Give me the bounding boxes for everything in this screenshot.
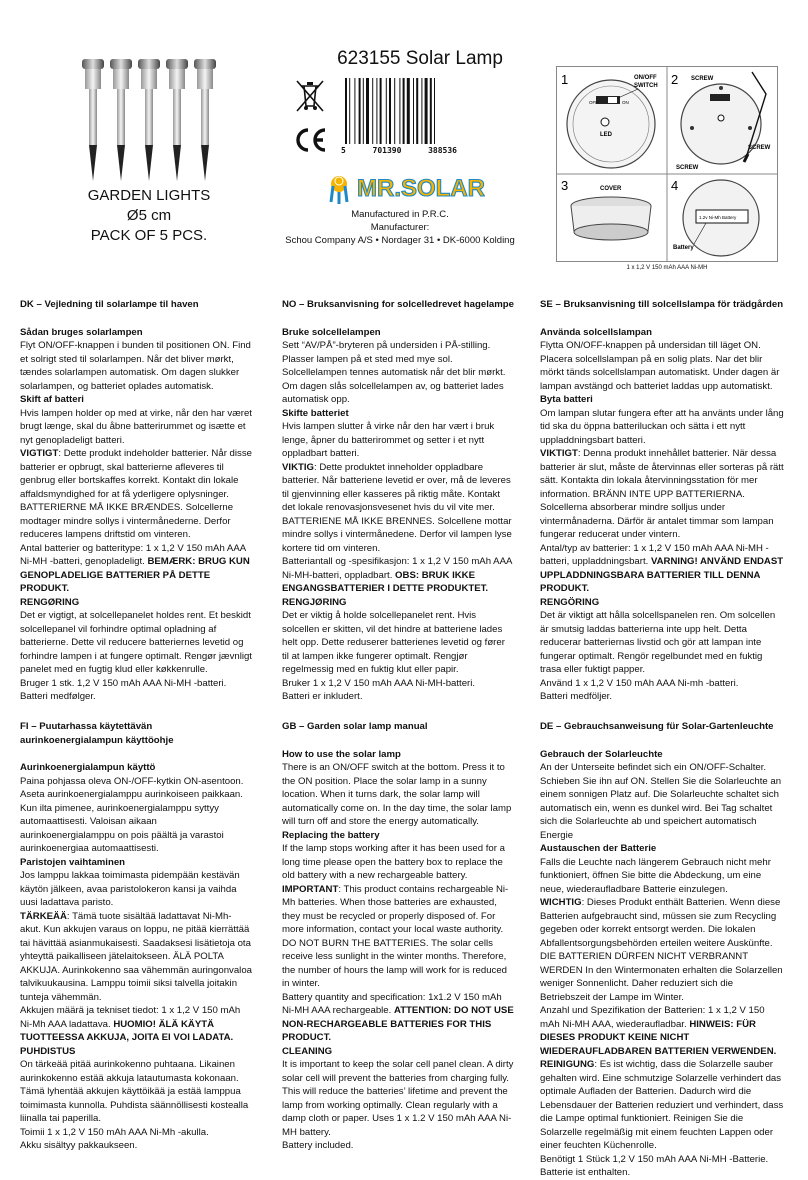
screw-label-left: SCREW bbox=[676, 165, 699, 171]
manufacturer-address: Schou Company A/S • Nordager 31 • DK-6000 Kolding bbox=[285, 235, 515, 246]
column-de bbox=[540, 720, 784, 1180]
barcode-digit-group: 5 bbox=[341, 146, 346, 155]
important-label: VIKTIGT bbox=[540, 448, 578, 459]
subheading: Replacing the battery bbox=[282, 829, 380, 841]
paragraph: Om lampan slutar fungera efter att ha använts under lång tid ska du öppna batteriluckan och sätta i ett nytt uppladdningsbart batteri. bbox=[540, 407, 784, 446]
cover-label: COVER bbox=[600, 186, 622, 192]
paragraph: Batterie ist enthalten. bbox=[540, 1167, 631, 1178]
battery-spec: Akkujen määrä ja tekniset tiedot: 1 x 1,2 V 150 mAh Ni-Mh AAA ladattava. bbox=[20, 1005, 241, 1030]
battery-warning: HINWEIS: FÜR DIESES PRODUKT KEINE NICHT WIEDERAUFLADBAREN BATTERIEN VERWENDEN. bbox=[540, 1018, 777, 1057]
led-label: LED bbox=[600, 132, 612, 138]
pack-line: PACK OF 5 PCS. bbox=[90, 227, 208, 244]
barcode-digits bbox=[341, 146, 457, 155]
paragraph bbox=[282, 991, 514, 1045]
paragraph: It is important to keep the solar cell panel clean. A dirty solar cell will prevent the batteries from charging fully. This will reduce the batteries’ lifetime and prevent the lamp from working optimally. Clean regularly with a damp cloth or paper. Uses 1 x 1.2 V 150 mAh AAA Ni-MH battery. bbox=[282, 1059, 514, 1138]
section-header: SE – Bruksanvisning till solcellslampa för trädgården bbox=[540, 299, 784, 310]
product-title: 623155 Solar Lamp bbox=[337, 48, 503, 69]
battery-spec: Batteriantall og -spesifikasjon: 1 x 1,2 V 150 mAh AAA Ni-MH-batteri, oppladbart. bbox=[282, 556, 512, 581]
panel-number: 2 bbox=[671, 72, 679, 87]
paragraph: Hvis lampen holder op med at virke, når den har været brugt længe, skal du åbne batterirummet og isætte et nyt genopladeligt batteri. bbox=[20, 407, 252, 446]
paragraph bbox=[540, 1058, 784, 1153]
column-dk bbox=[20, 298, 252, 704]
panel-number: 4 bbox=[671, 178, 679, 193]
battery-spec: Antal/typ av batterier: 1 x 1,2 V 150 mAh AAA Ni-MH -batteri, uppladdningsbart. bbox=[540, 542, 769, 567]
subheading: Paristojen vaihtaminen bbox=[20, 856, 126, 868]
important-text: : Dette produkt indeholder batterier. Når disse batterier er opbrugt, skal batterierne afleveres til genbrug eller bortskaffes korrekt. Kontakt din lokale affaldsmyndighed for at få yderligere oplysninger. BATTERIERNE MÅ IKKE BRÆNDES. Solcellerne modtager mindre sollys i vintermånederne. Derfor reduceres lampens driftstid om vinteren. bbox=[20, 448, 252, 540]
paragraph: Falls die Leuchte nach längerem Gebrauch nicht mehr funktioniert, öffnen Sie bitte die Abdeckung, um eine neue, wiederaufladbare Batterie einzulegen. bbox=[540, 856, 771, 895]
subheading: Gebrauch der Solarleuchte bbox=[540, 748, 663, 760]
section-header: DE – Gebrauchsanweisung für Solar-Gartenleuchte bbox=[540, 721, 774, 732]
garden-lamps-image bbox=[80, 55, 218, 185]
paragraph bbox=[540, 542, 784, 596]
paragraph: Flytta ON/OFF-knappen på undersidan till läget ON. Placera solcellslampan på en solig plats. Nar det blir mörkt tänds solcellslampan automatiskt. Under dagen är lampan avstängd och batteriet laddas upp automatiskt. bbox=[540, 340, 780, 392]
subheading: Austauschen der Batterie bbox=[540, 843, 657, 854]
paragraph bbox=[540, 447, 784, 542]
subheading: RENGÖRING bbox=[540, 596, 600, 608]
paragraph: Hvis lampen slutter å virke når den har vært i bruk lenge, åpner du batterirommet og setter i et nytt oppladbart batteri. bbox=[282, 421, 495, 459]
cleaning-text: : Es ist wichtig, dass die Solarzelle sauber gehalten wird. Eine schmutzige Solarzelle verhindert das optimale Aufladen der Batterien. Dadurch wird die Lebensdauer der Batterien reduziert und verhindert, dass die Lampe optimal funktioniert. Reinigen Sie die Solarzelle regelmäßig mit einem feuchten Lappen oder einer feuchten Küchenrolle. bbox=[540, 1059, 784, 1151]
paragraph bbox=[282, 883, 514, 991]
column-gb bbox=[282, 720, 514, 1153]
garden-lights-text bbox=[70, 186, 228, 246]
on-label: ON bbox=[622, 100, 629, 105]
battery-spec: Antal batterier og batteritype: 1 x 1,2 V 150 mAh AAA Ni-MH -batteri, genopladeligt. bbox=[20, 542, 246, 567]
cleaning-label: REINIGUNG bbox=[540, 1059, 595, 1070]
paragraph: Det er viktig å holde solcellepanelet rent. Hvis solcellen er skitten, vil det hindre at batteriene lades helt opp. Dette reduserer batterienes levetid og fører til at lampen ikke fungerer optimalt. Rengjør regelmessig med en fuktig klut eller papir. bbox=[282, 610, 505, 675]
subheading: PUHDISTUS bbox=[20, 1045, 76, 1057]
subheading: Byta batteri bbox=[540, 394, 593, 405]
lamp bbox=[110, 59, 132, 181]
diagram-caption: 1 x 1,2 V 150 mAh AAA Ni-MH bbox=[626, 265, 708, 271]
paragraph: An der Unterseite befindet sich ein ON/OFF-Schalter. Schieben Sie ihn auf ON. Stellen Sie die Solarleuchte an einem sonnigen Platz auf. Die Solarleuchte schaltet sich automatisch ein, wenn es dunkel wird. Bei Tag schaltet sich die Solarleuchte ab und speichert automatisch Energie bbox=[540, 762, 782, 841]
column-se bbox=[540, 298, 784, 704]
paragraph: Batteri er inkludert. bbox=[282, 691, 363, 702]
subheading: Bruke solcellelampen bbox=[282, 326, 381, 338]
paragraph: Jos lamppu lakkaa toimimasta pidempään kestävän käytön jälkeen, avaa paristolokeron kansi ja vaihda uusi ladattava paristo. bbox=[20, 870, 240, 908]
paragraph bbox=[20, 1004, 252, 1045]
battery-warning: OBS: BRUK IKKE ENGANGSBATTERIER I DETTE PRODUKTET. bbox=[282, 569, 489, 594]
subheading: Aurinkoenergialampun käyttö bbox=[20, 762, 156, 773]
paragraph: Bruger 1 stk. 1,2 V 150 mAh AAA Ni-MH -batteri. bbox=[20, 677, 227, 689]
paragraph: On tärkeää pitää aurinkokenno puhtaana. Likainen aurinkokenno estää akkuja latautumasta kokonaan. Tämä lyhentää akkujen käyttöikää ja estää lamppua toimimasta kunnolla. Puhdista säännöllisesti kostealla liinalla tai paperilla. bbox=[20, 1059, 249, 1124]
paragraph: Toimii 1 x 1,2 V 150 mAh AAA Ni-Mh -akulla. bbox=[20, 1126, 209, 1138]
battery-warning: HUOMIO! ÄLÄ KÄYTÄ TUOTTEESSA AKKUJA, JOITA EI VOI LADATA. bbox=[20, 1018, 234, 1043]
manufacturer-label: Manufacturer: bbox=[370, 222, 430, 233]
important-text: : Dieses Produkt enthält Batterien. Wenn diese Batterien aufgebraucht sind, müssen sie zum Recycling gegeben oder korrekt entsorgt werden. Die lokalen Abfallentsorgungsbehörden erteilen weitere Auskünfte. DIE BATTERIEN DÜRFEN NICHT VERBRANNT WERDEN In den Wintermonaten erhalten die Solarzellen weniger Sonnenlicht. Daher reduziert sich die Betriebszeit der Lampe im Winter. bbox=[540, 897, 783, 1003]
paragraph: Flyt ON/OFF-knappen i bunden til positionen ON. Find et solrigt sted til solarlampen. Når det bliver mørkt, tændes solarlampen automatisk. Om dagen slukker solarlampen, og batteriet oplades automatisk. bbox=[20, 340, 251, 392]
column-fi bbox=[20, 720, 252, 1153]
mr-solar-logo bbox=[325, 168, 485, 206]
paragraph: Batteri medföljer. bbox=[540, 691, 612, 702]
paragraph bbox=[20, 910, 252, 1005]
paragraph bbox=[540, 1004, 784, 1058]
important-label: IMPORTANT bbox=[282, 883, 339, 895]
barcode-digit-group: 701390 bbox=[372, 146, 402, 155]
garden-lights-line: GARDEN LIGHTS bbox=[87, 187, 211, 204]
subheading: RENGJØRING bbox=[282, 596, 347, 608]
battery-spec: Anzahl und Spezifikation der Batterien: 1 x 1,2 V 150 mAh Ni-MH AAA, wiederaufladbar. bbox=[540, 1005, 765, 1030]
screw-label-right: SCREW bbox=[748, 145, 771, 151]
lamp bbox=[82, 59, 104, 181]
paragraph: Battery included. bbox=[282, 1140, 354, 1151]
important-text: : Dette produktet inneholder oppladbare batterier. Når batteriene levetid er over, må de leveres til gjenvinning eller kasseres på riktig måte. Kontakt det lokale renovasjonsvesenet hvis du vil vite mer. BATTERIENE MÅ IKKE BRENNES. Solcellene mottar mindre sollys i vintermånedene. Derfor vil lampen lyse kortere tid om vinteren. bbox=[282, 461, 512, 554]
important-text: : This product contains rechargeable Ni-Mh batteries. When those batteries are exhausted, they must be recycled or properly disposed of. For more information, contact your local waste authority. DO NOT BURN THE BATTERIES. The solar cells receive less sunlight in the winter months. Therefore, the number of hours the lamp will work for is reduced in winter. bbox=[282, 883, 509, 989]
barcode bbox=[341, 78, 457, 148]
paragraph: Paina pohjassa oleva ON-/OFF-kytkin ON-asentoon. Aseta aurinkoenergialamppu aurinkoiseen paikkaan. Kun ilta pimenee, aurinkoenergialamppu syttyy automaattisesti. Valoisan aikaan aurinkoenergialamppu on pois päältä ja varastoi aurinkoenergiaa automaattisesti. bbox=[20, 775, 244, 854]
manufacturer-block bbox=[280, 208, 520, 247]
lamp bbox=[166, 59, 188, 181]
subheading: CLEANING bbox=[282, 1045, 333, 1057]
screw-label-top: SCREW bbox=[691, 76, 714, 82]
section-header: NO – Bruksanvisning for solcelledrevet hagelampe bbox=[282, 299, 514, 310]
paragraph: Sett “AV/PÅ”-bryteren på undersiden i PÅ-stilling. Plasser lampen på et sted med mye sol. Solcellelampen tennes automatisk når det blir mørkt. Om dagen slås solcellelampen av, og batteriet lades automatisk opp. bbox=[282, 340, 506, 405]
made-in: Manufactured in P.R.C. bbox=[351, 209, 449, 220]
installation-diagram bbox=[556, 66, 778, 262]
ce-mark-icon bbox=[293, 126, 327, 154]
subheading: Skift af batteri bbox=[20, 394, 84, 405]
battery-spec: Battery quantity and specification: 1x1.2 V 150 mAh Ni-MH AAA rechargeable. bbox=[282, 991, 502, 1016]
switch-label: SWITCH bbox=[634, 83, 658, 89]
paragraph: Akku sisältyy pakkaukseen. bbox=[20, 1140, 138, 1151]
battery-warning: BEMÆRK: BRUG KUN GENOPLADELIGE BATTERIER PÅ DETTE PRODUKT. bbox=[20, 556, 250, 594]
important-label: VIKTIG bbox=[282, 461, 314, 473]
battery-cell-label: 1.2v Ni-Mh Battery bbox=[699, 215, 737, 220]
subheading: Använda solcellslampan bbox=[540, 326, 652, 338]
weee-bin-icon bbox=[293, 78, 327, 114]
subheading: Sådan bruges solarlampen bbox=[20, 326, 143, 338]
section-header: DK – Vejledning til solarlampe til haven bbox=[20, 299, 199, 310]
important-label: TÄRKEÄÄ bbox=[20, 910, 67, 922]
paragraph bbox=[20, 542, 252, 596]
paragraph bbox=[540, 896, 784, 1004]
lamp bbox=[138, 59, 160, 181]
paragraph: Batteri medfølger. bbox=[20, 691, 96, 702]
important-label: WICHTIG bbox=[540, 897, 582, 908]
subheading: RENGØRING bbox=[20, 596, 80, 608]
important-text: : Tämä tuote sisältää ladattavat Ni-Mh-akut. Kun akkujen varaus on loppu, ne pitää kierrättää tai hävittää asianmukaisesti. Saadaksesi lisätietoja ota yhteyttä paikalliseen jätelaitokseen. ÄLÄ POLTA AKKUJA. Aurinkokenno saa vähemmän auringonvaloa talvikuukausina. Lamppu toimii siksi talvella joitakin tunteja vähemmän. bbox=[20, 910, 252, 1003]
column-no bbox=[282, 298, 514, 704]
paragraph: Använd 1 x 1,2 V 150 mAh AAA Ni-mh -batteri. bbox=[540, 677, 739, 689]
subheading: How to use the solar lamp bbox=[282, 748, 401, 760]
important-text: : Denna produkt innehållet batterier. När dessa batterier är slut, måste de återvinnas eller sorteras på rätt sätt. Kontakta din lokala återvinningsstation för mer information. BRÄNN INTE UPP BATTERIERNA. Solcellerna absorberar mindre solljus under vintermånaderna. Därför är antalet timmar som lampan fungerar reducerat under vintern. bbox=[540, 448, 784, 540]
panel-number: 3 bbox=[561, 178, 569, 193]
subheading: Skifte batteriet bbox=[282, 407, 349, 419]
off-label: OFF bbox=[589, 100, 598, 105]
paragraph bbox=[282, 461, 514, 556]
paragraph: Benötigt 1 Stück 1,2 V 150 mAh AAA Ni-MH -Batterie. bbox=[540, 1153, 769, 1165]
paragraph: Det er vigtigt, at solcellepanelet holdes rent. Et beskidt solcellepanel vil forhindre optimal opladning af batterierne. Dette vil reducere batteriernes levetid og forhindre lampen i at fungere optimalt. Rengør jævnligt panelet med en fugtig klud eller køkkenrulle. bbox=[20, 610, 252, 675]
panel-number: 1 bbox=[561, 72, 569, 87]
battery-label: Battery bbox=[673, 245, 694, 251]
paragraph: If the lamp stops working after it has been used for a long time please open the battery box to replace the old battery with a new rechargeable battery. bbox=[282, 843, 505, 881]
logo-text: MR.SOLAR bbox=[357, 175, 485, 202]
barcode-digit-group: 388536 bbox=[428, 146, 457, 155]
important-label: VIGTIGT bbox=[20, 448, 59, 459]
section-header: FI – Puutarhassa käytettävän aurinkoenergialampun käyttöohje bbox=[20, 721, 174, 746]
paragraph bbox=[282, 555, 514, 596]
battery-warning: VARNING! ANVÄND ENDAST UPPLADDNINGSBARA BATTERIER TILL DENNA PRODUKT. bbox=[540, 556, 784, 594]
paragraph: There is an ON/OFF switch at the bottom. Press it to the ON position. Place the solar lamp in a sunny location. When it turns dark, the solar lamp will automatically come on. In the day time, the solar lamp will turn off and store the energy automatically. bbox=[282, 762, 512, 827]
section-header: GB – Garden solar lamp manual bbox=[282, 721, 428, 732]
paragraph bbox=[20, 447, 252, 542]
diameter-line: Ø5 cm bbox=[126, 207, 172, 224]
lamp bbox=[194, 59, 216, 181]
paragraph: Det är viktigt att hålla solcellspanelen ren. Om solcellen är smutsig laddas batterierna inte upp helt. Detta reducerar batteriernas livstid och gör att lampan inte fungerar optimalt. Rengör regelbundet med en fuktig trasa eller fuktigt papper. bbox=[540, 610, 776, 675]
onoff-label: ON/OFF bbox=[634, 75, 657, 81]
paragraph: Bruker 1 x 1,2 V 150 mAh AAA Ni-MH-batteri. bbox=[282, 677, 476, 689]
battery-warning: ATTENTION: DO NOT USE NON-RECHARGEABLE BATTERIES FOR THIS PRODUCT. bbox=[282, 1005, 514, 1043]
